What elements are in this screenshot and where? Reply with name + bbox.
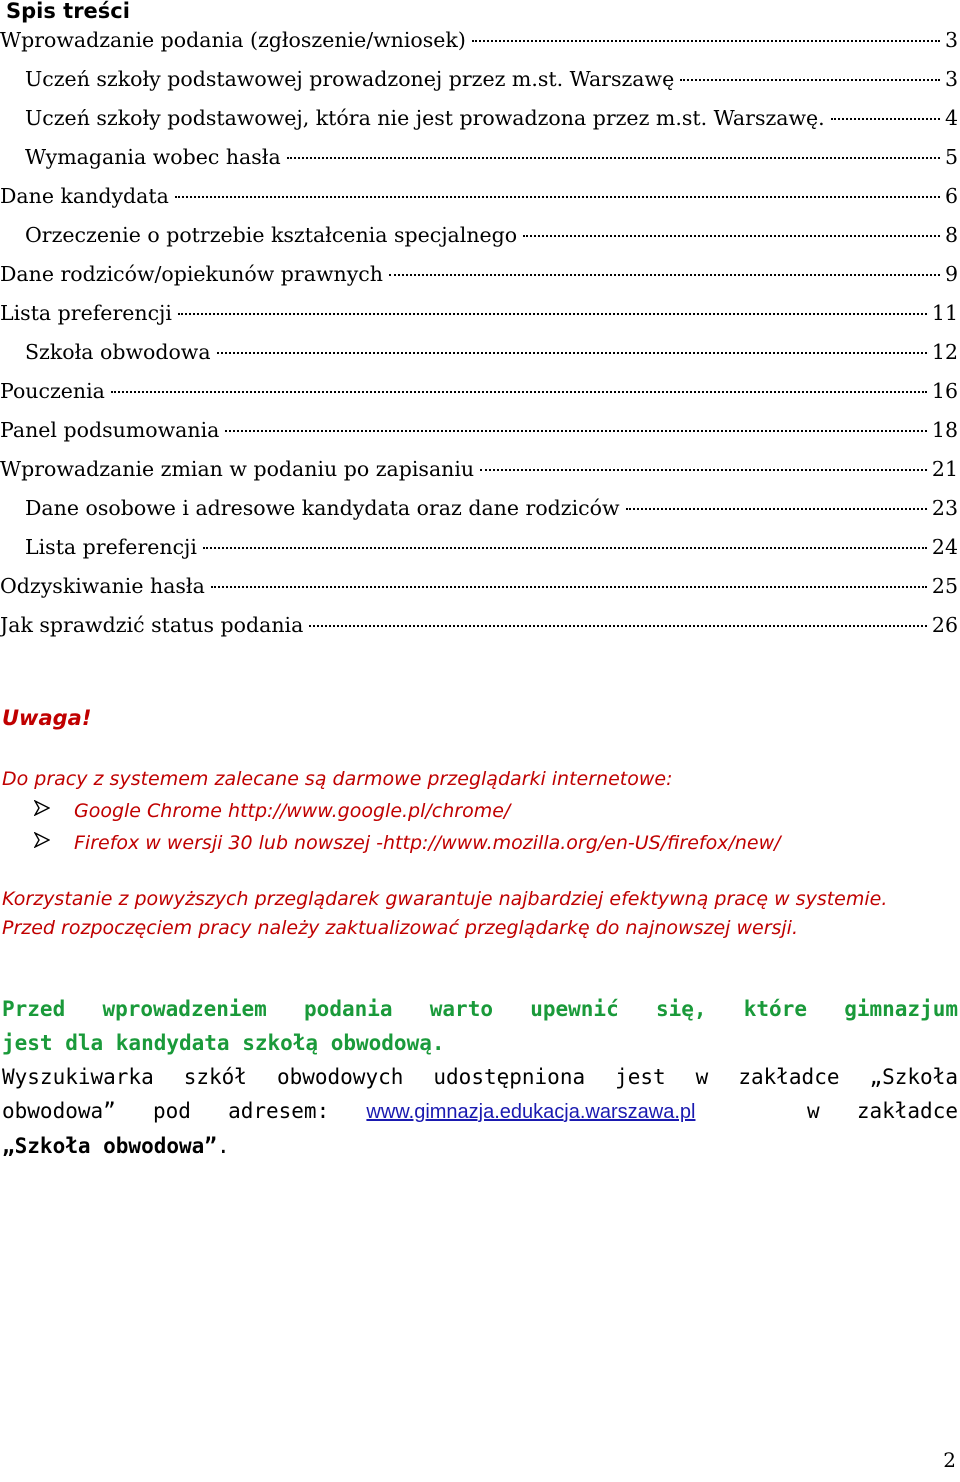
browser-item-firefox [2,827,960,859]
toc-entry-page: 12 [931,340,958,364]
toc-entry[interactable] [0,294,960,333]
toc-entry-page: 24 [931,535,958,559]
toc-entry-title: Pouczenia [0,379,105,403]
toc-entry-title: Wprowadzanie podania (zgłoszenie/wniosek) [0,28,466,52]
toc-entry-page: 25 [931,574,958,598]
toc-entry-title: Wprowadzanie zmian w podaniu po zapisaniu [0,457,475,481]
toc-entry-title: Wymagania wobec hasła [25,145,281,169]
tab-name-bold: „Szkoła obwodowa” [2,1134,217,1158]
toc-entry[interactable] [0,138,960,177]
notice-line: Wyszukiwarka szkół obwodowych udostępniona jest w zakładce „Szkoła [2,1065,958,1089]
toc-entry[interactable] [0,255,960,294]
toc-entry[interactable] [0,528,960,567]
toc-entry[interactable] [0,489,960,528]
toc-entry[interactable] [0,99,960,138]
notice-text: obwodowa” pod adresem: [2,1099,330,1123]
toc-entry[interactable] [0,372,960,411]
toc-entry-page: 21 [931,457,958,481]
page-number: 2 [943,1448,956,1472]
toc-dot-leader [111,391,927,393]
notice-text: w zakładce [807,1099,958,1123]
toc-entry-title: Uczeń szkoły podstawowej prowadzonej przez m.st. Warszawę [25,67,675,91]
arrow-bullet-icon [34,795,54,827]
toc-dot-leader [287,157,940,159]
warning-note-line: Korzystanie z powyższych przeglądarek gwarantuje najbardziej efektywną pracę w systemie. [2,888,888,910]
highlight-line: jest dla kandydata szkołą obwodową. [2,1031,445,1055]
browser-warning [2,698,960,943]
toc-entry-title: Uczeń szkoły podstawowej, która nie jest prowadzona przez m.st. Warszawę. [25,106,825,130]
toc-dot-leader [211,586,927,588]
toc-entry-page: 18 [931,418,958,442]
toc-entry-title: Dane osobowe i adresowe kandydata oraz dane rodziców [25,496,620,520]
notice-line-with-link [2,1094,958,1129]
highlight-line: Przed wprowadzeniem podania warto upewnić się, które gimnazjum [2,997,958,1021]
toc-dot-leader [217,352,927,354]
browser-item-chrome [2,795,960,827]
toc-dot-leader [309,625,927,627]
toc-dot-leader [225,430,927,432]
toc-entry-page: 23 [931,496,958,520]
toc-dot-leader [472,40,940,42]
toc-dot-leader [389,274,940,276]
toc-entry[interactable] [0,606,960,645]
toc-entry-page: 4 [944,106,958,130]
toc-entry[interactable] [0,216,960,255]
notice-line [2,1129,958,1163]
browser-list [2,795,960,859]
toc-entry-page: 5 [944,145,958,169]
toc-entry-title: Panel podsumowania [0,418,220,442]
warning-note-line: Przed rozpoczęciem pracy należy zaktualizować przeglądarkę do najnowszej wersji. [2,917,799,939]
toc-entry-page: 9 [944,262,958,286]
toc-dot-leader [831,118,940,120]
toc-entry[interactable] [0,21,960,60]
toc-entry[interactable] [0,567,960,606]
toc-title: Spis treści [6,0,130,23]
toc-dot-leader [523,235,940,237]
toc-entry[interactable] [0,60,960,99]
toc-entry-title: Orzeczenie o potrzebie kształcenia specjalnego [25,223,518,247]
browser-item-text: Firefox w wersji 30 lub nowszej -http://www.mozilla.org/en-US/firefox/new/ [74,832,781,854]
arrow-bullet-icon [34,827,54,859]
toc-entry-title: Odzyskiwanie hasła [0,574,205,598]
browser-item-text: Google Chrome http://www.google.pl/chrome/ [74,800,511,822]
toc-entry-title: Jak sprawdzić status podania [0,613,304,637]
toc-entry-title: Dane rodziców/opiekunów prawnych [0,262,383,286]
warning-intro: Do pracy z systemem zalecane są darmowe przeglądarki internetowe: [2,768,673,790]
warning-note [2,885,960,943]
toc-entry-title: Lista preferencji [25,535,197,559]
toc-dot-leader [680,79,940,81]
school-district-notice [2,992,958,1163]
toc-entry-page: 11 [931,301,958,325]
toc-entry-page: 16 [931,379,958,403]
toc-dot-leader [203,547,927,549]
toc-dot-leader [178,313,927,315]
toc-entry-page: 3 [944,67,958,91]
warning-title: Uwaga! [2,706,92,730]
toc-dot-leader [175,196,940,198]
toc-entry[interactable] [0,177,960,216]
toc-entry-page: 8 [944,223,958,247]
toc-entry-title: Lista preferencji [0,301,172,325]
toc-entry-page: 6 [944,184,958,208]
toc-entry-title: Szkoła obwodowa [25,340,211,364]
toc-entry-page: 3 [944,28,958,52]
toc-entry[interactable] [0,333,960,372]
notice-text: . [216,1134,230,1158]
toc-entry[interactable] [0,450,960,489]
school-search-link[interactable]: www.gimnazja.edukacja.warszawa.pl [366,1101,696,1123]
table-of-contents [0,21,960,645]
toc-dot-leader [626,508,927,510]
toc-dot-leader [480,469,927,471]
toc-entry-title: Dane kandydata [0,184,169,208]
toc-entry[interactable] [0,411,960,450]
toc-entry-page: 26 [931,613,958,637]
